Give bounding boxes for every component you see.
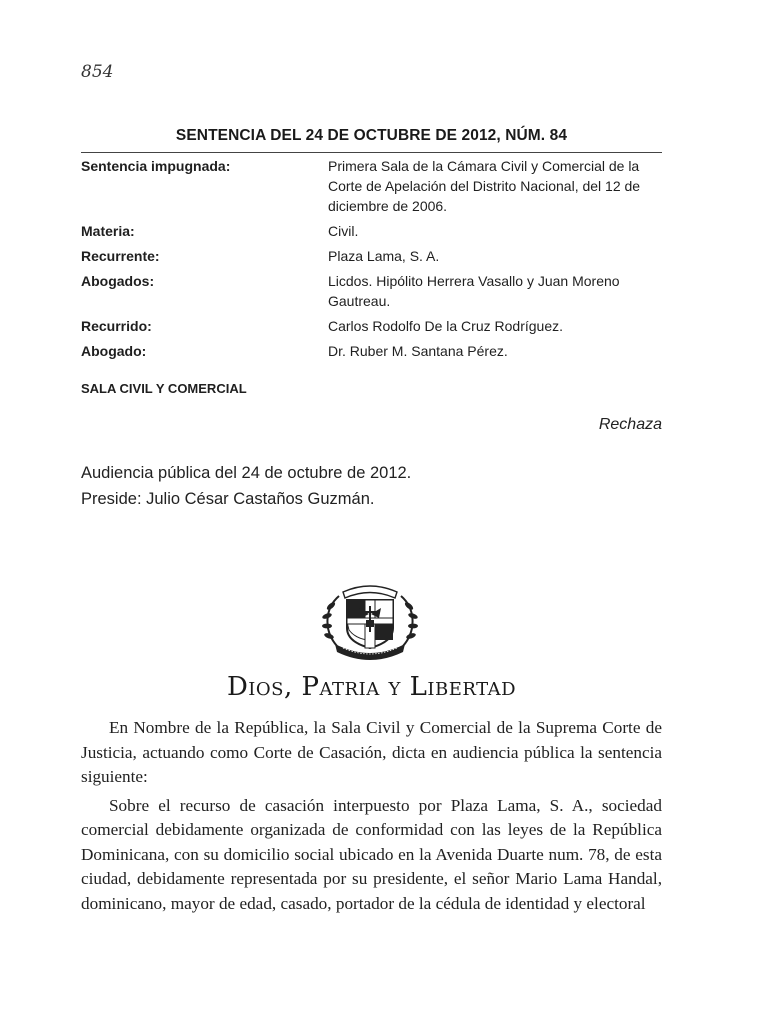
meta-value: Primera Sala de la Cámara Civil y Comercial de la Corte de Apelación del Distrito Nacional, del 12 de diciembre de 2006. xyxy=(328,158,641,214)
meta-label: Abogado: xyxy=(81,343,147,359)
meta-row-lawyers xyxy=(81,271,662,311)
meta-row-matter xyxy=(81,221,662,241)
national-motto: Dios, Patria y Libertad xyxy=(226,672,517,702)
meta-row-respondent xyxy=(81,316,662,336)
coat-of-arms-icon xyxy=(317,578,423,660)
case-metadata xyxy=(81,156,662,366)
title-rule xyxy=(81,152,662,153)
meta-value: Plaza Lama, S. A. xyxy=(328,248,440,264)
presiding-judge: Preside: Julio César Castaños Guzmán. xyxy=(81,490,375,508)
meta-label: Materia: xyxy=(81,223,135,239)
judgment-title: SENTENCIA DEL 24 DE OCTUBRE DE 2012, NÚM. 84 xyxy=(175,127,568,144)
meta-value: Civil. xyxy=(328,223,359,239)
chamber-heading: SALA CIVIL Y COMERCIAL xyxy=(81,381,247,396)
paragraph: En Nombre de la República, la Sala Civil y Comercial de la Suprema Corte de Justicia, actuando como Corte de Casación, dicta en audiencia pública la sentencia siguiente: xyxy=(81,718,662,786)
meta-value: Dr. Ruber M. Santana Pérez. xyxy=(328,343,508,359)
meta-label: Recurrente: xyxy=(81,248,160,264)
hearing-info xyxy=(81,460,411,512)
judgment-body xyxy=(81,716,662,920)
meta-row-lawyer xyxy=(81,341,662,361)
meta-label: Abogados: xyxy=(81,273,155,289)
decision-label: Rechaza xyxy=(598,416,662,433)
page-number: 854 xyxy=(81,62,114,82)
meta-value: Licdos. Hipólito Herrera Vasallo y Juan Moreno Gautreau. xyxy=(328,273,620,309)
meta-label: Sentencia impugnada: xyxy=(81,158,231,174)
hearing-date: Audiencia pública del 24 de octubre de 2012. xyxy=(81,464,412,482)
meta-row-appellant xyxy=(81,246,662,266)
meta-value: Carlos Rodolfo De la Cruz Rodríguez. xyxy=(328,318,563,334)
paragraph: Sobre el recurso de casación interpuesto por Plaza Lama, S. A., sociedad comercial debidamente organizada de conformidad con las leyes de la República Dominicana, con su domicilio social ubicado en la Avenida Duarte num. 78, de esta ciudad, debidamente representada por su presidente, el señor Mario Lama Handal, dominicano, mayor de edad, casado, portador de la cédula de identidad y electoral xyxy=(81,795,662,913)
meta-label: Recurrido: xyxy=(81,318,152,334)
meta-row-judgment xyxy=(81,156,662,216)
